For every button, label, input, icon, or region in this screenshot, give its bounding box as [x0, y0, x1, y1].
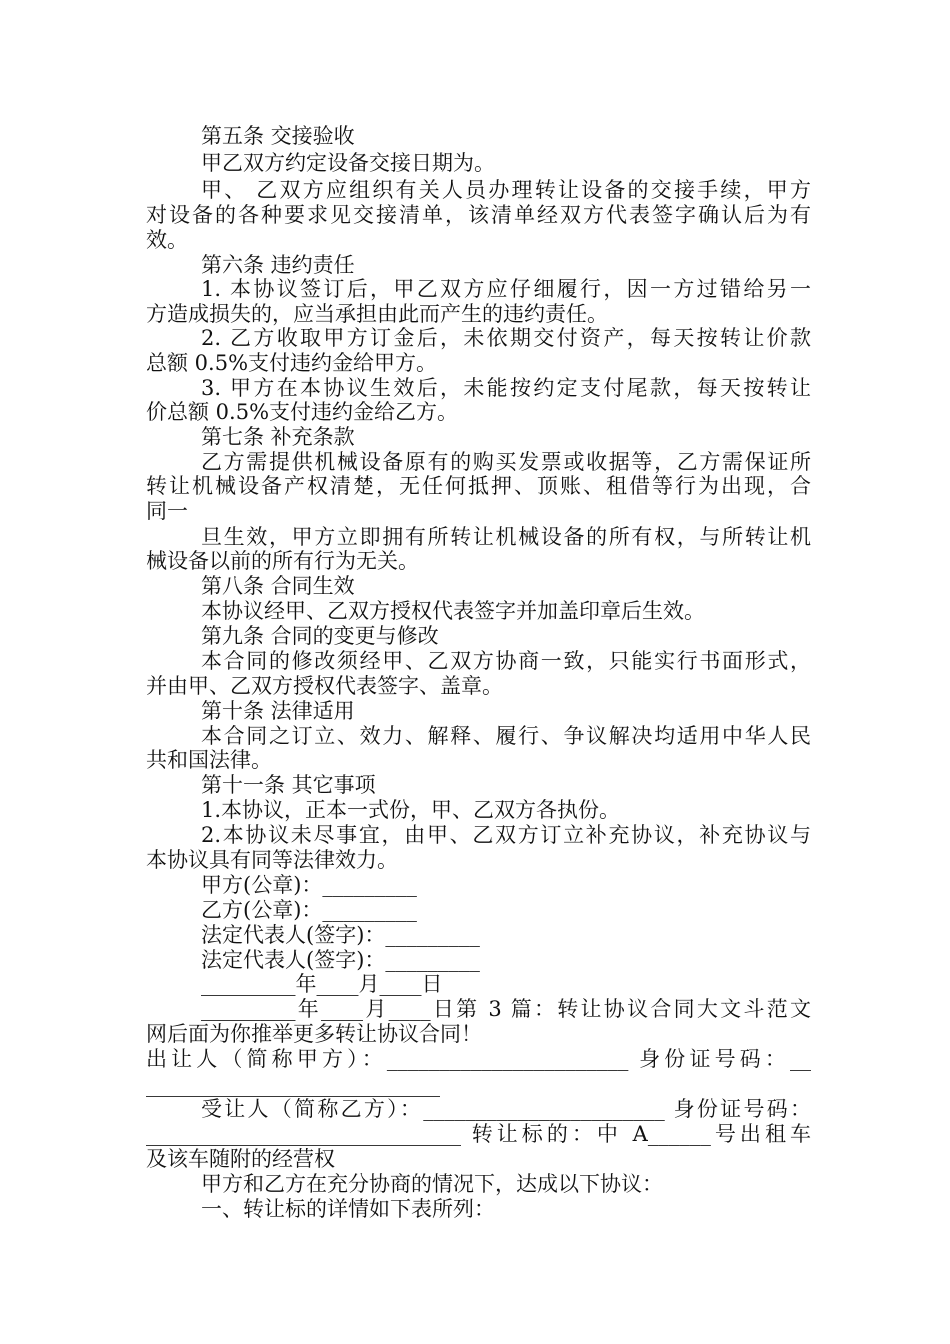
heading-article-5: 第五条 交接验收 [201, 124, 355, 148]
transfer-subject-line: ______________________________ 转让标的：中 A______号出租车 [146, 1122, 811, 1146]
paragraph-line: 2.本协议未尽事宜，由甲、乙双方订立补充协议，补充协议与 [201, 823, 811, 847]
paragraph-line: 网后面为你推举更多转让协议合同！ [146, 1022, 482, 1046]
paragraph-line: 械设备以前的所有行为无关。 [146, 549, 419, 573]
date-line: _________年____月____日第 3 篇：转让协议合同大文斗范文 [201, 997, 811, 1021]
paragraph-line: 方造成损失的，应当承担由此而产生的违约责任。 [146, 302, 608, 326]
heading-article-11: 第十一条 其它事项 [201, 773, 376, 797]
paragraph-line: 甲方和乙方在充分协商的情况下，达成以下协议： [201, 1172, 663, 1196]
legal-rep-signature-line: 法定代表人(签字)：_________ [201, 923, 480, 947]
paragraph-line: 乙方需提供机械设备原有的购买发票或收据等，乙方需保证所 [201, 450, 811, 474]
paragraph-line: 本协议具有同等法律效力。 [146, 848, 398, 872]
party-b-seal-line: 乙方(公章)：_________ [201, 898, 417, 922]
paragraph-line: 共和国法律。 [146, 748, 272, 772]
paragraph-line: 3. 甲方在本协议生效后，未能按约定支付尾款，每天按转让 [201, 376, 811, 400]
blank-line: ____________________________ [146, 1073, 440, 1097]
paragraph-line: 1. 本协议签订后，甲乙双方应仔细履行，因一方过错给另一 [201, 277, 811, 301]
date-line: _________年____月____日 [201, 972, 443, 996]
heading-article-10: 第十条 法律适用 [201, 699, 355, 723]
paragraph-line: 对设备的各种要求见交接清单，该清单经双方代表签字确认后为有 [146, 203, 811, 227]
transferor-line: 出让人（简称甲方）：_______________________ 身份证号码：__ [146, 1047, 811, 1071]
transferee-line: 受让人（简称乙方）：_______________________ 身份证号码： [201, 1097, 811, 1121]
paragraph-line: 甲乙双方约定设备交接日期为。 [201, 151, 495, 175]
paragraph-line: 甲、 乙双方应组织有关人员办理转让设备的交接手续，甲方 [201, 178, 811, 202]
paragraph-line: 本合同的修改须经甲、乙双方协商一致，只能实行书面形式， [201, 649, 811, 673]
heading-article-8: 第八条 合同生效 [201, 574, 355, 598]
paragraph-line: 1.本协议，正本一式份，甲、乙双方各执份。 [201, 798, 621, 822]
heading-section-1: 一、转让标的详情如下表所列： [201, 1197, 495, 1221]
paragraph-line: 价总额 0.5%支付违约金给乙方。 [146, 400, 459, 424]
paragraph-line: 2. 乙方收取甲方订金后，未依期交付资产，每天按转让价款 [201, 326, 811, 350]
heading-article-7: 第七条 补充条款 [201, 425, 355, 449]
legal-rep-signature-line: 法定代表人(签字)：_________ [201, 948, 480, 972]
heading-article-9: 第九条 合同的变更与修改 [201, 624, 439, 648]
paragraph-line: 旦生效，甲方立即拥有所转让机械设备的所有权，与所转让机 [201, 525, 811, 549]
paragraph-line: 及该车随附的经营权 [146, 1147, 335, 1171]
paragraph-line: 效。 [146, 228, 188, 252]
paragraph-line: 总额 0.5%支付违约金给甲方。 [146, 351, 438, 375]
paragraph-line: 并由甲、乙双方授权代表签字、盖章。 [146, 674, 503, 698]
paragraph-line: 同一 [146, 499, 188, 523]
party-a-seal-line: 甲方(公章)：_________ [201, 873, 417, 897]
paragraph-line: 本合同之订立、效力、解释、履行、争议解决均适用中华人民 [201, 724, 811, 748]
paragraph-line: 转让机械设备产权清楚，无任何抵押、顶账、租借等行为出现，合 [146, 474, 811, 498]
paragraph-line: 本协议经甲、乙双方授权代表签字并加盖印章后生效。 [201, 599, 705, 623]
heading-article-6: 第六条 违约责任 [201, 253, 355, 277]
